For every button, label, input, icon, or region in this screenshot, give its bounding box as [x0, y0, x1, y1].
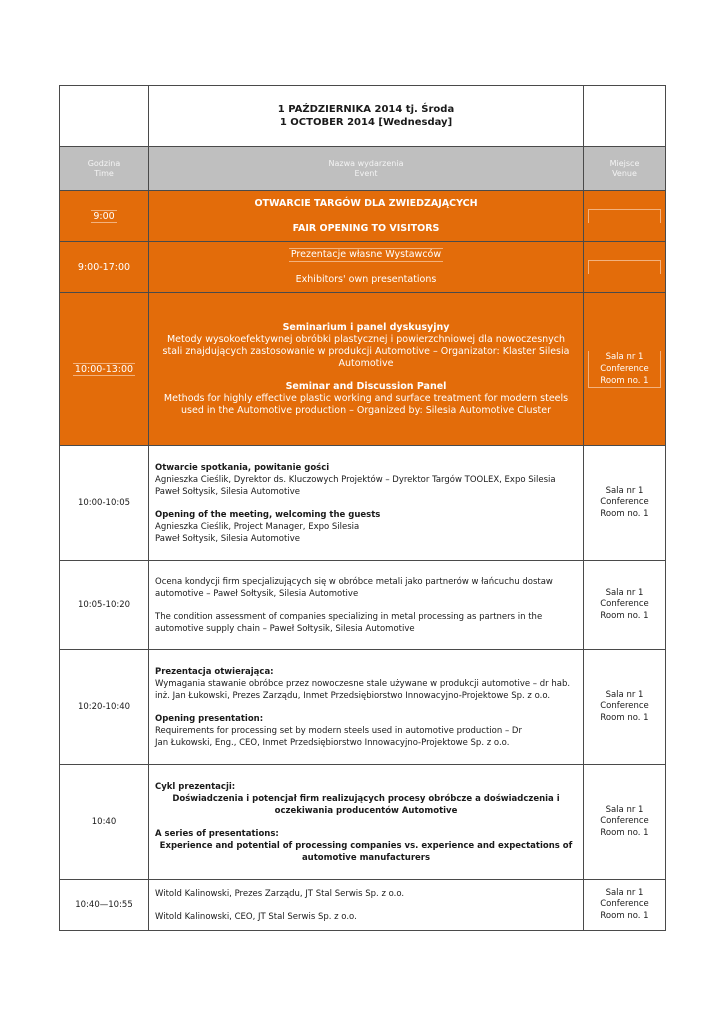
- venue-line: Room no. 1: [600, 508, 649, 519]
- event-desc-en: The condition assessment of companies specializing in metal processing as partners in the automotive supply chain – Paweł Sołtysik, Silesia Automotive: [155, 611, 543, 634]
- event-title-en: A series of presentations:: [155, 828, 279, 839]
- time-text: 9:00-17:00: [77, 261, 131, 273]
- venue-line: Room no. 1: [600, 910, 649, 921]
- table-row: [60, 765, 666, 880]
- table-row: [60, 293, 666, 446]
- seminar-title-en: Seminar and Discussion Panel: [285, 380, 447, 392]
- title-empty-cell: [584, 86, 666, 147]
- venue-line: Conference: [600, 899, 649, 910]
- row-event: [149, 765, 584, 880]
- event-desc-pl: Doświadczenia i potencjał firm realizujących procesy obróbcze a doświadczenia i oczekiwania producentów Automotive: [172, 793, 560, 816]
- row-time: [60, 191, 149, 242]
- venue-line: Conference: [600, 497, 649, 508]
- row-venue: [584, 650, 666, 765]
- venue-line: Room no. 1: [600, 712, 649, 723]
- column-header-time-pl: Godzina: [87, 158, 121, 168]
- venue-line: Room no. 1: [600, 375, 649, 386]
- date-title: [149, 86, 584, 147]
- column-header-venue: [584, 147, 666, 191]
- row-event: [149, 446, 584, 561]
- row-time: 10:40: [60, 765, 149, 880]
- event-desc-en: Witold Kalinowski, CEO, JT Stal Serwis Sp. z o.o.: [155, 911, 357, 922]
- venue-line: Room no. 1: [600, 610, 649, 621]
- row-venue: [584, 242, 666, 293]
- venue-line: Conference: [600, 363, 649, 374]
- column-header-time: [60, 147, 149, 191]
- event-line: Paweł Sołtysik, Silesia Automotive: [155, 486, 300, 497]
- event-desc-pl: Wymagania stawanie obróbce przez nowoczesne stale używane w produkcji automotive – dr hab. inż. Jan Łukowski, Prezes Zarządu, Inmet Przedsiębiorstwo Innowacyjno-Projektowe Sp. z o.o.: [155, 678, 571, 701]
- row-venue: [584, 191, 666, 242]
- row-venue: [584, 446, 666, 561]
- venue-empty-box: [588, 209, 661, 223]
- title-empty-cell: [60, 86, 149, 147]
- event-title-en: Opening presentation:: [155, 713, 264, 724]
- row-venue: [584, 765, 666, 880]
- date-title-en: 1 OCTOBER 2014 [Wednesday]: [279, 117, 453, 128]
- venue-line: Conference: [600, 816, 649, 827]
- event-desc-pl: Witold Kalinowski, Prezes Zarządu, JT Stal Serwis Sp. z o.o.: [155, 888, 405, 899]
- row-event: [149, 242, 584, 293]
- row-time: 10:40—10:55: [60, 880, 149, 931]
- event-line: Agnieszka Cieślik, Project Manager, Expo Silesia: [155, 521, 360, 532]
- seminar-desc-en: Methods for highly effective plastic working and surface treatment for modern steels used in the Automotive production – Organized by: Silesia Automotive Cluster: [163, 392, 569, 416]
- venue-line: Conference: [600, 701, 649, 712]
- event-title-en: Opening of the meeting, welcoming the guests: [155, 509, 381, 520]
- column-header-event: [149, 147, 584, 191]
- event-desc-en: Experience and potential of processing companies vs. experience and expectations of automotive manufacturers: [159, 840, 573, 863]
- venue-line: Sala nr 1: [605, 587, 644, 598]
- row-time: 10:05-10:20: [60, 561, 149, 650]
- column-header-time-en: Time: [94, 168, 114, 178]
- event-line: Requirements for processing set by modern steels used in automotive production – Dr: [155, 725, 522, 736]
- venue-line: Sala nr 1: [605, 351, 644, 362]
- event-title-pl: OTWARCIE TARGÓW DLA ZWIEDZAJĄCYCH: [254, 197, 478, 209]
- venue-box: [588, 351, 661, 388]
- event-title-pl: Prezentacja otwierająca:: [155, 666, 274, 677]
- row-time: [60, 242, 149, 293]
- row-event: [149, 650, 584, 765]
- seminar-title-pl: Seminarium i panel dyskusyjny: [282, 321, 450, 333]
- event-title-pl: Otwarcie spotkania, powitanie gości: [155, 462, 330, 473]
- event-line: Paweł Sołtysik, Silesia Automotive: [155, 533, 300, 544]
- column-header-event-pl: Nazwa wydarzenia: [328, 158, 404, 168]
- event-line: Agnieszka Cieślik, Dyrektor ds. Kluczowych Projektów – Dyrektor Targów TOOLEX, Expo Silesia: [155, 474, 556, 485]
- row-event: [149, 191, 584, 242]
- table-row: [60, 880, 666, 931]
- venue-line: Sala nr 1: [605, 804, 644, 815]
- row-time: 10:00-10:05: [60, 446, 149, 561]
- table-row: [60, 242, 666, 293]
- event-desc-pl: Ocena kondycji firm specjalizujących się w obróbce metali jako partnerów w łańcuchu dostaw automotive – Paweł Sołtysik, Silesia Automotive: [155, 576, 553, 599]
- row-venue: [584, 561, 666, 650]
- time-text: 10:00-13:00: [74, 363, 134, 375]
- title-row: [60, 86, 666, 147]
- column-header-row: [60, 147, 666, 191]
- row-event: [149, 561, 584, 650]
- event-title-pl: Prezentacje własne Wystawców: [290, 249, 442, 260]
- row-time: [60, 293, 149, 446]
- venue-line: Sala nr 1: [605, 689, 644, 700]
- venue-empty-box: [588, 260, 661, 274]
- time-text: 9:00: [93, 210, 115, 222]
- column-header-venue-pl: Miejsce: [609, 158, 640, 168]
- table-row: [60, 191, 666, 242]
- event-line: Jan Łukowski, Eng., CEO, Inmet Przedsiębiorstwo Innowacyjno-Projektowe Sp. z o.o.: [155, 737, 510, 748]
- row-time: 10:20-10:40: [60, 650, 149, 765]
- column-header-venue-en: Venue: [612, 168, 637, 178]
- schedule-table: [59, 85, 666, 931]
- venue-line: Sala nr 1: [605, 485, 644, 496]
- row-venue: [584, 293, 666, 446]
- row-venue: [584, 880, 666, 931]
- row-event: [149, 880, 584, 931]
- date-title-pl: 1 PAŹDZIERNIKA 2014 tj. Środa: [277, 104, 455, 115]
- seminar-desc-pl: Metody wysokoefektywnej obróbki plastycznej i powierzchniowej dla nowoczesnych stali znajdujących zastosowanie w produkcji Automotive – Organizator: Klaster Silesia Automotive: [162, 333, 570, 369]
- venue-line: Conference: [600, 599, 649, 610]
- event-title-en: FAIR OPENING TO VISITORS: [292, 222, 440, 234]
- row-event: [149, 293, 584, 446]
- venue-line: Room no. 1: [600, 827, 649, 838]
- venue-line: Sala nr 1: [605, 887, 644, 898]
- event-title-en: Exhibitors' own presentations: [295, 274, 437, 285]
- event-title-pl: Cykl prezentacji:: [155, 781, 236, 792]
- table-row: [60, 561, 666, 650]
- column-header-event-en: Event: [354, 168, 378, 178]
- table-row: [60, 446, 666, 561]
- table-row: [60, 650, 666, 765]
